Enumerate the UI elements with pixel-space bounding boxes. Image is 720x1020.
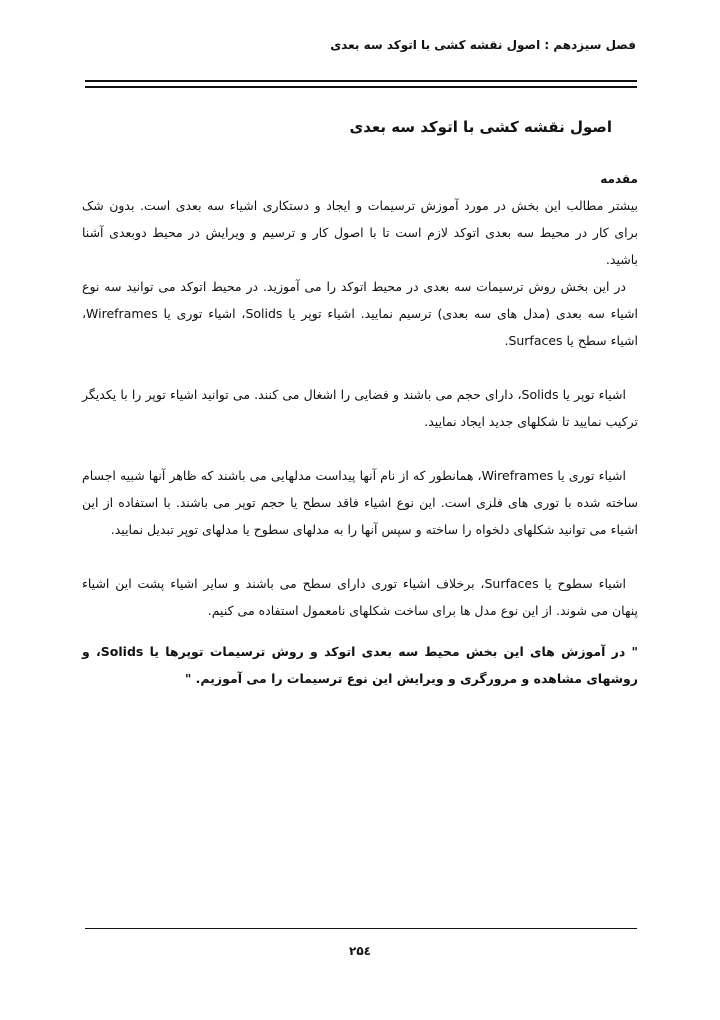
- closing-note: " در آموزش های این بخش محیط سه بعدی اتوکد و روش ترسیمات توپرها یا Solids، و روشهای مشاهده و مرورگری و ویرایش این نوع ترسیمات را می آموزیم. ": [82, 644, 638, 686]
- paragraph-solids: اشیاء توپر یا Solids، دارای حجم می باشند و فضایی را اشغال می کنند. می توانید اشیاء توپر را با یکدیگر ترکیب نمایید تا شکلهای جدید ایجاد نمایید.: [82, 387, 638, 429]
- header-rule-upper: [85, 80, 637, 82]
- chapter-title: اصول نقشه کشی با اتوکد سه بعدی: [349, 118, 612, 136]
- paragraph-surfaces: اشیاء سطوح یا Surfaces، برخلاف اشیاء توری دارای سطح می باشند و سایر اشیاء پشت این اشیاء پنهان می شوند. از این نوع مدل ها برای ساخت شکلهای نامعمول استفاده می کنیم.: [82, 576, 638, 618]
- paragraph-spacer: [82, 435, 638, 462]
- paragraph-spacer: [82, 543, 638, 570]
- page-number: ۲۵٤: [349, 944, 371, 958]
- paragraph-spacer: [82, 354, 638, 381]
- paragraph-spacer: [82, 624, 638, 638]
- paragraph-intro: بیشتر مطالب این بخش در مورد آموزش ترسیمات و ایجاد و دستکاری اشیاء سه بعدی است. بدون شک برای کار در محیط سه بعدی اتوکد لازم است تا با اصول کار و ترسیم و ویرایش در محیط دوبعدی آشنا باشید.: [82, 198, 638, 267]
- section-heading: مقدمه: [600, 172, 638, 186]
- running-header: فصل سیزدهم : اصول نقشه کشی با اتوکد سه بعدی: [330, 38, 636, 52]
- page-body: [82, 118, 638, 692]
- footer-rule: [85, 928, 637, 929]
- paragraph-wireframes: اشیاء توری یا Wireframes، همانطور که از نام آنها پیداست مدلهایی می باشند که ظاهر آنها شبیه اجسام ساخته شده با توری های فلزی است. این نوع اشیاء فاقد سطح یا حجم توپر می باشند. با استفاده از این اشیاء می توانید شکلهای دلخواه را ساخته و سپس آنها را به مدلهای سطوح یا مدلهای توپر تبدیل نمایید.: [82, 468, 638, 537]
- paragraph-model-types: در این بخش روش ترسیمات سه بعدی در محیط اتوکد را می آموزید. در محیط اتوکد می توانید سه نوع اشیاء سه بعدی (مدل های سه بعدی) ترسیم نمایید. اشیاء توپر یا Solids، اشیاء توری یا Wireframes، اشیاء سطح یا Surfaces.: [82, 279, 638, 348]
- header-rule-lower: [85, 86, 637, 88]
